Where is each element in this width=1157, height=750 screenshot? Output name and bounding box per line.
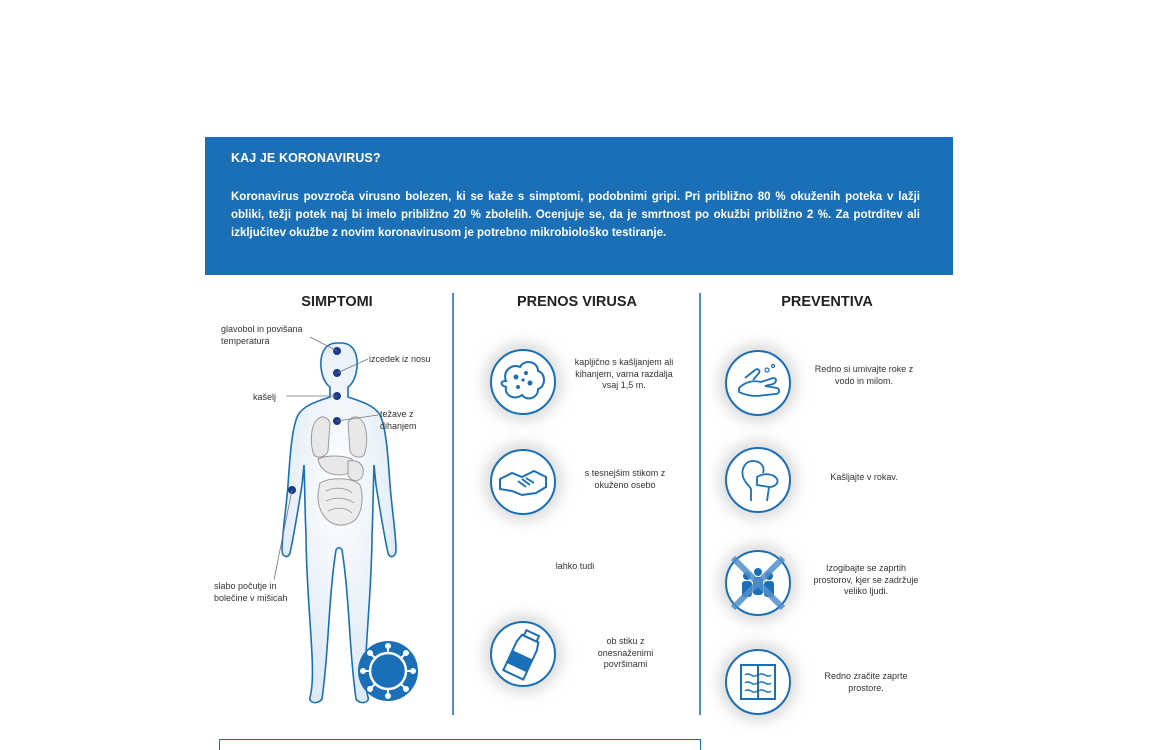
symptom-breathing-line1: težave z [380,409,414,419]
banner-title: KAJ JE KORONAVIRUS? [231,151,381,165]
symptom-runny-nose-label: izcedek iz nosu [369,354,431,364]
symptoms-title: SIMPTOMI [301,294,373,310]
transmission-contact-label: s tesnejšim stikom z okuženo osebo [584,468,666,490]
sneeze-sleeve-icon [725,447,791,513]
transmission-title: PRENOS VIRUSA [516,294,638,310]
symptom-breathing-line2: dihanjem [380,420,417,431]
column-divider-right [699,293,701,715]
transmission-surfaces-label: ob stiku z onesnaženimi površinami [597,636,654,669]
virus-icon [357,640,419,702]
symptom-malaise-label: slabo počutje in bolečine v mišicah [214,581,288,603]
prevention-wash-label: Redno si umivajte roke z vodo in milom. [814,364,914,386]
transmission-droplets-label: kapljično s kašljanjem ali kihanjem, varna razdalja vsaj 1,5 m. [574,357,674,390]
bottle-icon [490,621,556,687]
handwash-icon [725,350,791,416]
prevention-title: PREVENTIVA [781,294,873,310]
transmission-also-label: lahko tudi [555,561,595,571]
avoid-crowds-icon [725,550,791,616]
symptom-headache-label: glavobol in povišana temperatura [221,324,303,346]
symptom-breathing-label [380,409,450,432]
banner-text: Koronavirus povzroča virusno bolezen, ki se kaže s simptomi, podobnimi gripi. Pri približno 80 % okuženih poteka v lažji obliki, težji potek naj bi imelo približno 20 % zbolelih. Ocenjuje se, da je smrtnost po okužbi približno 2 %. Za potrditev ali izključitev okužbe z novim koronavirusom je potrebno mikrobiološko testiranje. [231,191,920,239]
prevention-ventilate-label: Redno zračite zaprte prostore. [824,671,908,693]
info-banner [205,137,953,275]
prevention-avoid-label: Izogibajte se zaprtih prostorov, kjer se zadržuje veliko ljudi. [813,563,919,596]
prevention-sleeve-label: Kašljajte v rokav. [830,472,898,482]
bottom-info-box [219,739,701,750]
ventilate-window-icon [725,649,791,715]
handshake-icon [490,449,556,515]
symptom-cough-label: kašelj [253,392,277,402]
droplets-icon [490,349,556,415]
